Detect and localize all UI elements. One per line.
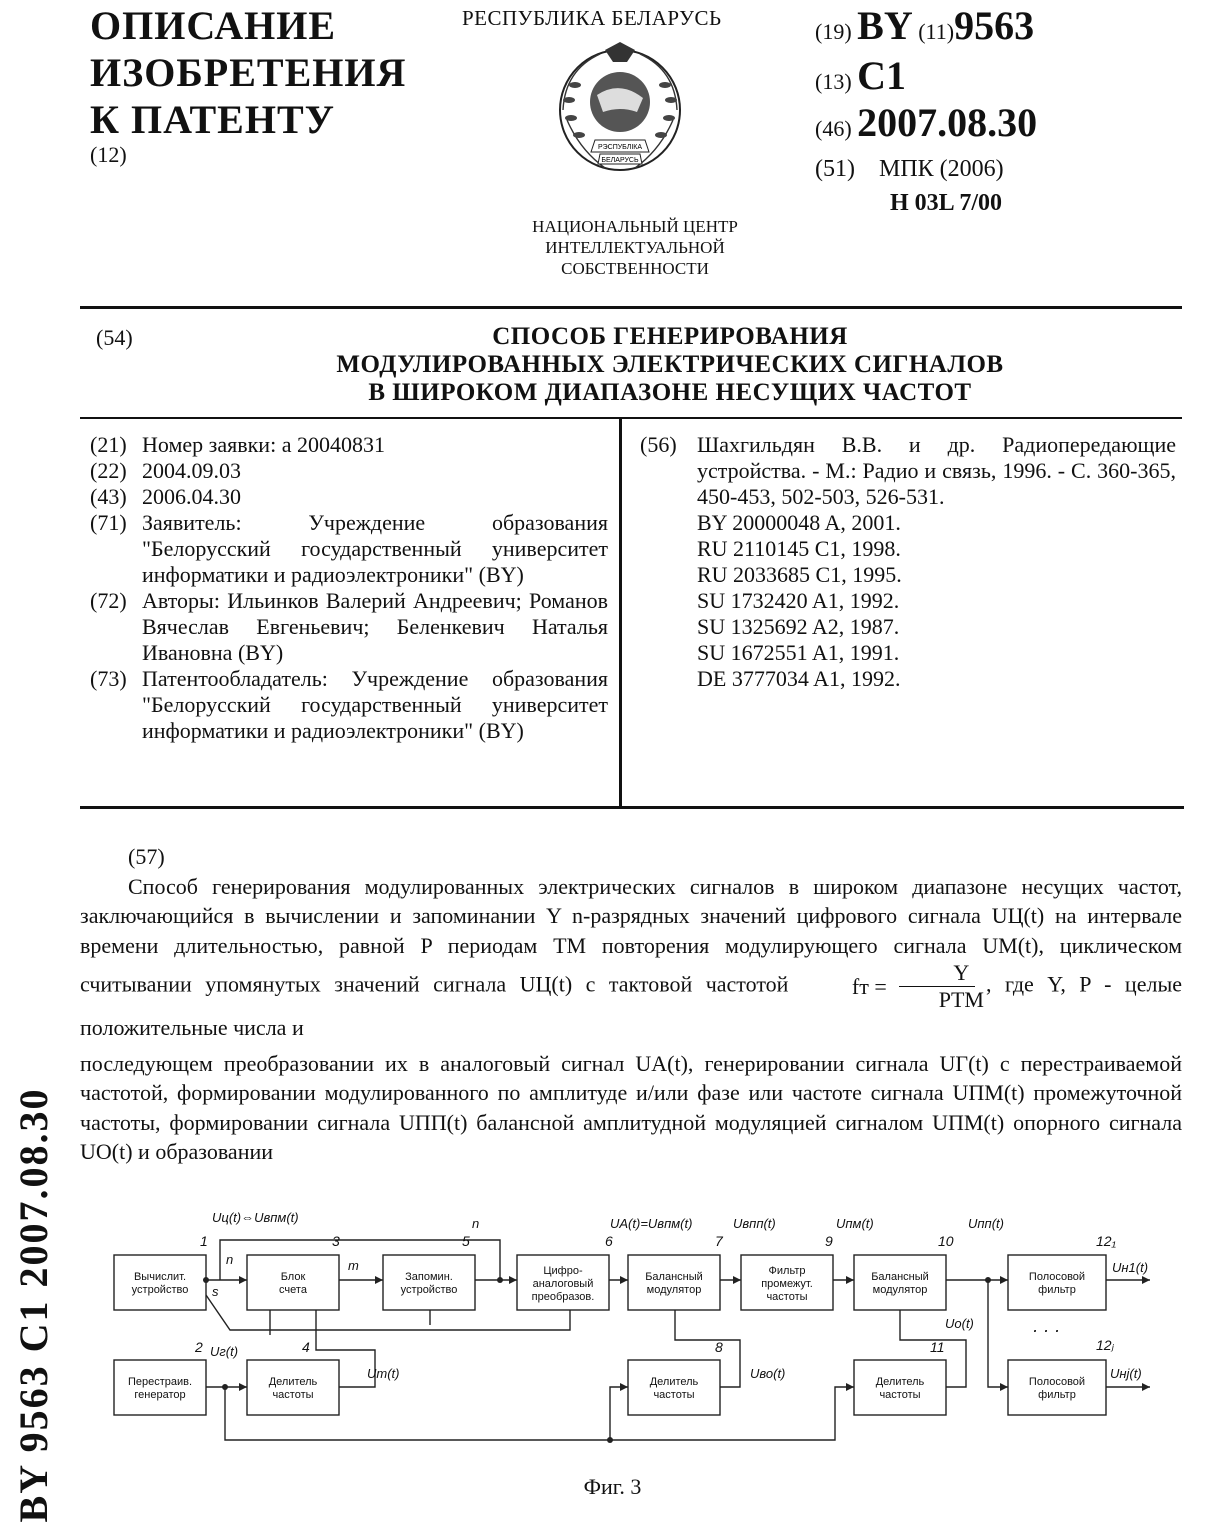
signal-label: Uг(t)	[210, 1344, 239, 1359]
block-number: 8	[715, 1339, 723, 1355]
block-label: Цифро-	[543, 1265, 583, 1277]
signal-label: n	[472, 1216, 480, 1231]
inid-code-19: (19)	[815, 19, 852, 44]
block-number: 7	[715, 1233, 723, 1249]
reference-item: SU 1672551 A1, 1991.	[697, 640, 900, 665]
block-label: частоты	[272, 1389, 314, 1401]
signal-label: s	[212, 1284, 219, 1299]
block-number: 12₁	[1096, 1233, 1116, 1249]
block-label: модулятор	[872, 1284, 928, 1296]
biblio-text: Номер заявки: а 20040831	[142, 432, 385, 457]
block-label: устройство	[400, 1284, 458, 1296]
block-label: Полосовой	[1028, 1376, 1086, 1388]
signal-label: n	[226, 1252, 234, 1267]
formula-lhs: fт =	[851, 973, 887, 999]
block-label: Делитель	[268, 1376, 318, 1388]
block-number: 1	[200, 1233, 208, 1249]
country-number-line	[815, 2, 1034, 49]
block-label: промежут.	[761, 1278, 813, 1290]
invention-title-line: МОДУЛИРОВАННЫХ ЭЛЕКТРИЧЕСКИХ СИГНАЛОВ	[336, 351, 1004, 378]
block-label: Балансный	[871, 1271, 929, 1283]
publication-date: 2007.08.30	[857, 100, 1038, 145]
abstract	[80, 842, 1182, 1167]
title-line: К ПАТЕНТУ	[90, 97, 335, 142]
biblio-text: 2004.09.03	[142, 458, 241, 483]
issuing-office	[490, 216, 780, 279]
block-number: 4	[302, 1339, 310, 1355]
biblio-item	[90, 458, 608, 484]
office-line: СОБСТВЕННОСТИ	[561, 259, 709, 278]
emblem-ribbon-text: РЭСПУБЛIКА	[597, 144, 643, 151]
formula-denominator: PTМ	[938, 987, 984, 1012]
block-label: частоты	[653, 1389, 695, 1401]
block-label: фильтр	[1038, 1284, 1076, 1296]
signal-label: Uво(t)	[750, 1366, 786, 1381]
patent-number: 9563	[954, 3, 1035, 48]
reference-item: RU 2110145 C1, 1998.	[697, 536, 901, 561]
block-label: частоты	[879, 1389, 921, 1401]
reference-item: SU 1732420 A1, 1992.	[697, 588, 900, 613]
inid-code-12: (12)	[90, 142, 127, 167]
abstract-text: , где Y, P - целые положительные числа и	[80, 971, 1182, 1040]
signal-label: UА(t)=Uвпм(t)	[610, 1216, 693, 1231]
biblio-item	[90, 666, 608, 744]
inid-code-46: (46)	[815, 116, 852, 141]
kind-code: C1	[857, 53, 907, 98]
formula-numerator: Y	[899, 960, 975, 987]
invention-title-line: СПОСОБ ГЕНЕРИРОВАНИЯ	[492, 323, 848, 350]
biblio-text: Авторы: Ильинков Валерий Андреевич; Романов Вячеслав Евгеньевич; Беленкевич Наталья Ивановна (BY)	[142, 588, 608, 665]
republic-name: РЕСПУБЛИКА БЕЛАРУСЬ	[462, 6, 722, 30]
ipc-class: H 03L 7/00	[890, 190, 1003, 216]
formula-fraction	[891, 960, 984, 1013]
inid-code-54: (54)	[96, 325, 133, 350]
inid-code-11: (11)	[918, 19, 955, 44]
block-label: аналоговый	[532, 1278, 594, 1290]
invention-title-line: В ШИРОКОМ ДИАПАЗОНЕ НЕСУЩИХ ЧАСТОТ	[368, 379, 972, 406]
signal-label: Uвпп(t)	[733, 1216, 776, 1231]
divider	[80, 306, 1182, 309]
divider	[80, 417, 1182, 419]
document-type-title	[90, 2, 406, 143]
block-number: 10	[938, 1233, 954, 1249]
inid-code: (21)	[90, 432, 127, 457]
block-number: 12ⱼ	[1096, 1337, 1115, 1353]
block-diagram	[100, 1200, 1200, 1450]
block-label: Перестраив.	[127, 1376, 193, 1388]
signal-label: Uо(t)	[945, 1316, 974, 1331]
block-number: 2	[195, 1339, 203, 1355]
reference-item: RU 2033685 C1, 1995.	[697, 562, 902, 587]
signal-label: Uпп(t)	[968, 1216, 1004, 1231]
inid-code-57: (57)	[128, 844, 165, 869]
biblio-text: Заявитель: Учреждение образования "Белорусский государственный университет информатики и радиоэлектроники" (BY)	[142, 510, 608, 587]
block-label: генератор	[134, 1389, 186, 1401]
signal-label: Uнj(t)	[1110, 1366, 1142, 1381]
reference-item: BY 20000048 A, 2001.	[697, 510, 901, 535]
reference-item: DE 3777034 A1, 1992.	[697, 666, 901, 691]
block-label: счета	[279, 1284, 307, 1296]
emblem-ribbon-text: БЕЛАРУСЬ	[601, 157, 639, 164]
biblio-item	[90, 432, 608, 458]
inid-code: (72)	[90, 588, 127, 613]
biblio-item	[90, 484, 608, 510]
inid-code: (73)	[90, 666, 127, 691]
block-label: Фильтр	[768, 1265, 806, 1277]
inid-code: (71)	[90, 510, 127, 535]
column-divider	[619, 418, 622, 808]
divider	[80, 806, 1184, 809]
title-line: ОПИСАНИЕ	[90, 3, 337, 48]
signal-label: m	[348, 1258, 359, 1273]
inid-code-56: (56)	[640, 432, 677, 457]
ipc-line	[815, 156, 1004, 183]
reference-item: SU 1325692 A2, 1987.	[697, 614, 900, 639]
biblio-left-column	[90, 432, 608, 744]
reference-text: Шахгильдян В.В. и др. Радиопередающие устройства. - М.: Радио и связь, 1996. - С. 360-365, 450-453, 502-503, 526-531.	[697, 432, 1176, 509]
signal-label: Uц(t)⇔Uвпм(t)	[212, 1210, 299, 1225]
figure-caption: Фиг. 3	[583, 1474, 642, 1499]
reference-list	[697, 510, 1176, 692]
signal-label: Uпм(t)	[836, 1216, 874, 1231]
state-emblem-icon	[545, 40, 695, 190]
block-number: 6	[605, 1233, 613, 1249]
reference-first	[640, 432, 1176, 510]
invention-title	[240, 323, 1100, 407]
biblio-item	[90, 588, 608, 666]
block-label: Балансный	[645, 1271, 703, 1283]
pub-date-line	[815, 99, 1037, 146]
country-code: BY	[857, 3, 913, 48]
block-label: Запомин.	[405, 1271, 453, 1283]
biblio-references	[640, 432, 1176, 692]
block-label: модулятор	[646, 1284, 702, 1296]
side-identifier: BY 9563 C1 2007.08.30	[11, 1087, 56, 1523]
block-label: Делитель	[649, 1376, 699, 1388]
ipc-label: МПК (2006)	[878, 156, 1004, 182]
office-line: НАЦИОНАЛЬНЫЙ ЦЕНТР	[532, 217, 738, 236]
block-label: преобразов.	[531, 1291, 595, 1303]
biblio-text: 2006.04.30	[142, 484, 241, 509]
abstract-paragraph	[80, 872, 1182, 1043]
signal-label: Uн1(t)	[1112, 1260, 1149, 1275]
abstract-paragraph: последующем преобразовании их в аналоговый сигнал UА(t), генерировании сигнала UГ(t) с перестраиваемой частотой, формировании модулированного по амплитуде и/или фазе или частоте сигнала UПМ(t) промежуточной частоты, формировании сигнала UПП(t) балансной амплитудной модуляцией сигналом UПМ(t) опорного сигнала UО(t) и образовании	[80, 1050, 1182, 1164]
office-line: ИНТЕЛЛЕКТУАЛЬНОЙ	[545, 238, 725, 257]
inid-code-51: (51)	[815, 156, 855, 182]
block-label: Делитель	[875, 1376, 925, 1388]
block-label: Полосовой	[1028, 1271, 1086, 1283]
biblio-text: Патентообладатель: Учреждение образования "Белорусский государственный университет информатики и радиоэлектроники" (BY)	[142, 666, 608, 743]
block-label: Блок	[280, 1271, 306, 1283]
block-number: 11	[930, 1339, 945, 1355]
biblio-item	[90, 510, 608, 588]
block-number: 5	[462, 1233, 470, 1249]
block-label: Вычислит.	[133, 1271, 187, 1283]
block-number: 9	[825, 1233, 833, 1249]
ellipsis: · · ·	[1032, 1320, 1060, 1340]
block-label: частоты	[766, 1291, 808, 1303]
signal-label: Uт(t)	[367, 1366, 400, 1381]
inid-code: (22)	[90, 458, 127, 483]
title-line: ИЗОБРЕТЕНИЯ	[90, 50, 407, 95]
block-label: устройство	[131, 1284, 189, 1296]
block-number: 3	[332, 1233, 340, 1249]
inid-code-13: (13)	[815, 69, 852, 94]
abstract-text: Способ генерирования модулированных электрических сигналов в широком диапазоне несущих частот, заключающийся в вычислении и запоминании Y n-разрядных значений цифрового сигнала UЦ(t) на интервале времени длительностью, равной P периодам TМ повторения модулирующего сигнала UМ(t), циклическом считывании упомянутых значений сигнала UЦ(t) с тактовой частотой	[80, 873, 1182, 997]
inid-code: (43)	[90, 484, 127, 509]
block-label: фильтр	[1038, 1389, 1076, 1401]
kind-line	[815, 52, 906, 99]
clock-formula	[804, 960, 984, 1013]
